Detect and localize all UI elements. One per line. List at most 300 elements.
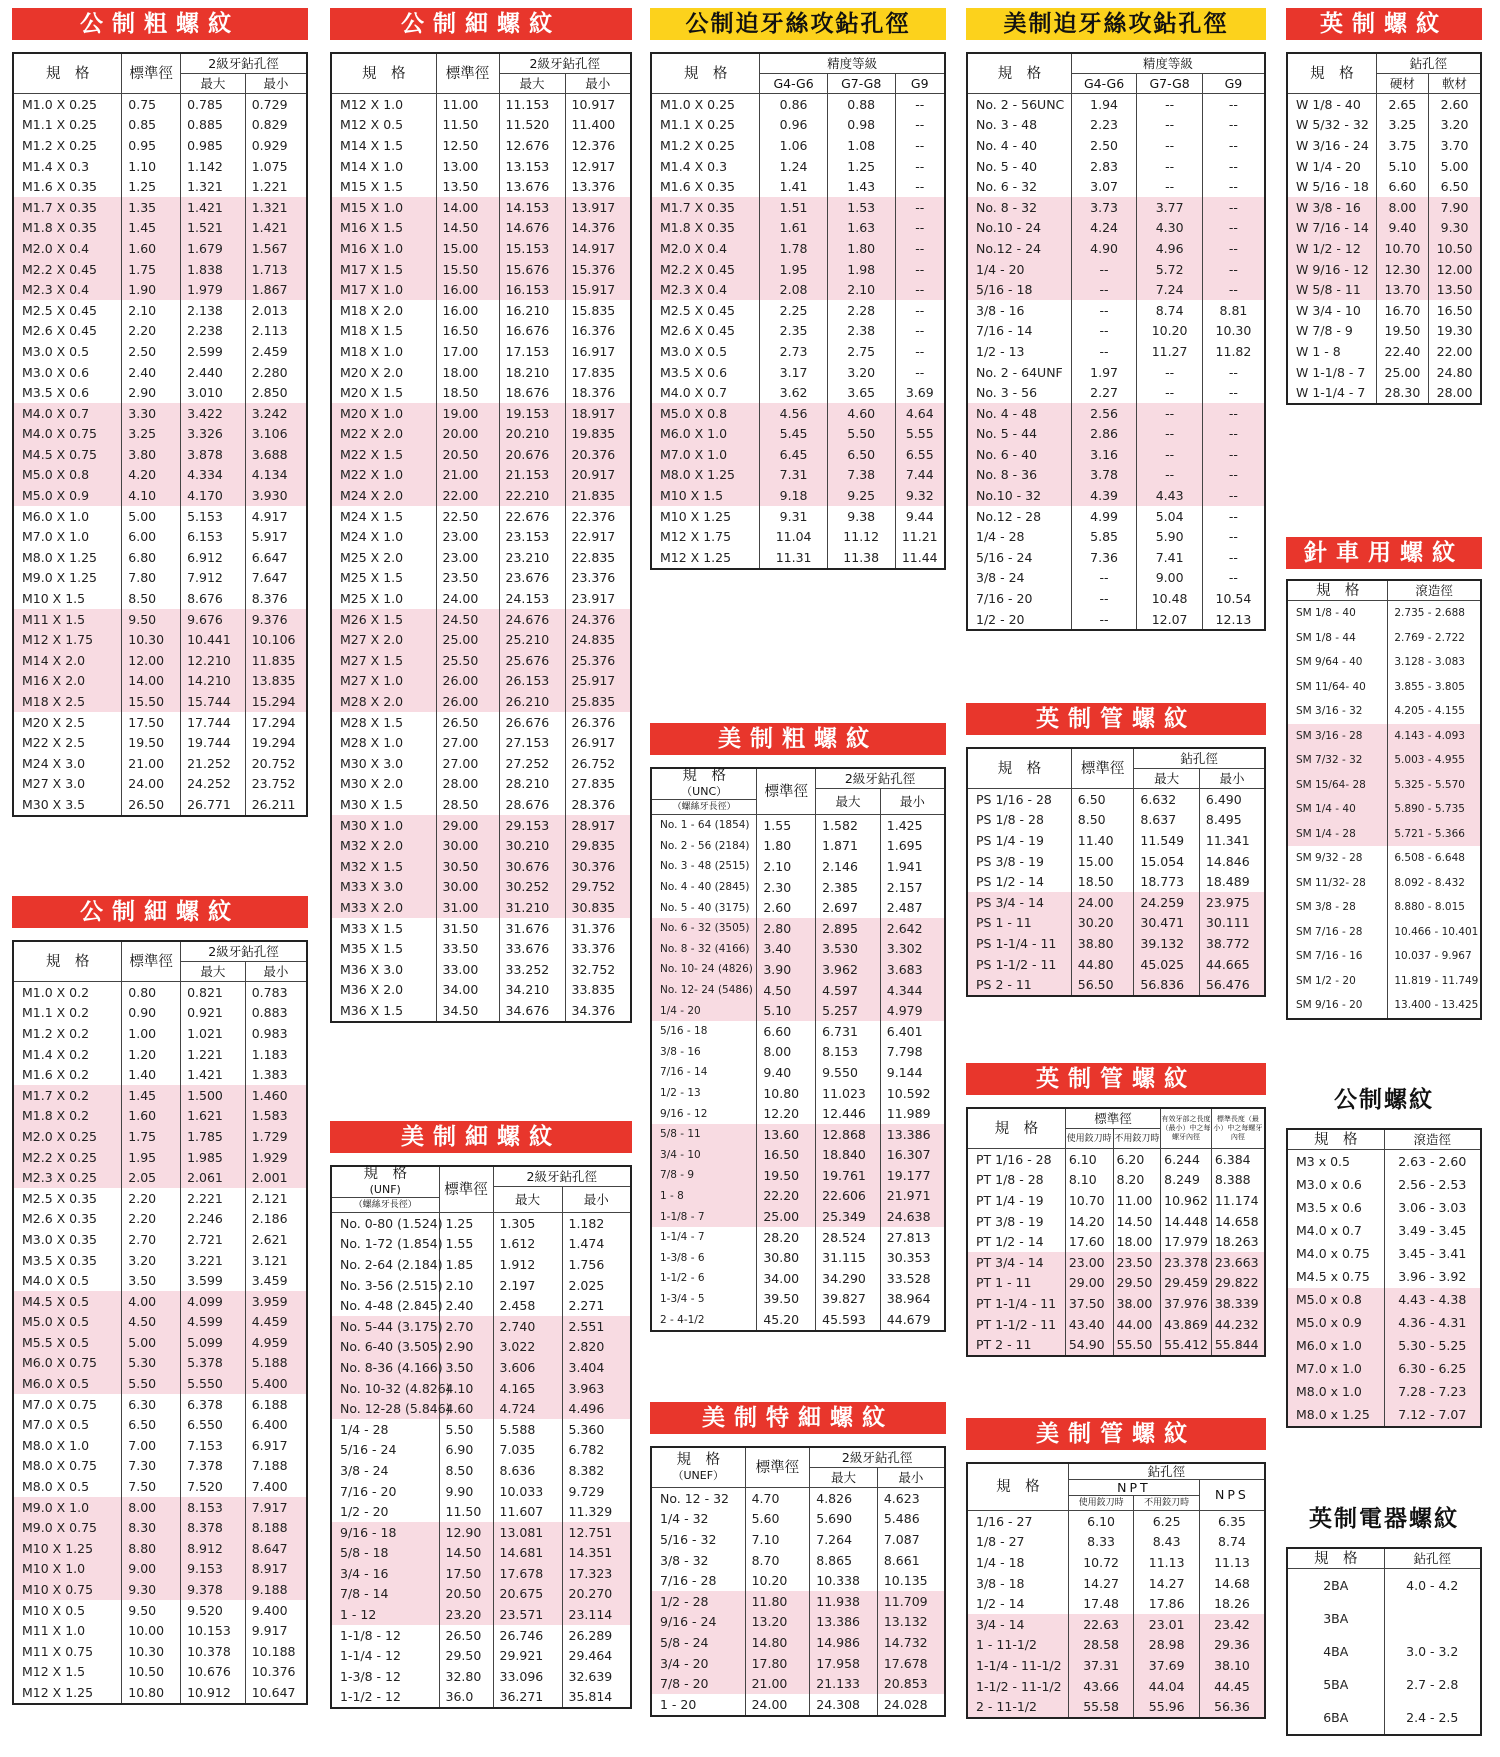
- row-value: 38.10: [1199, 1655, 1265, 1676]
- row-value: 30.676: [499, 856, 565, 877]
- us-extra-fine-panel: [650, 1402, 946, 1717]
- row-value: 23.975: [1199, 892, 1265, 913]
- table-row: [651, 1206, 945, 1227]
- row-value: 34.290: [816, 1268, 881, 1289]
- row-value: 15.50: [122, 691, 181, 712]
- row-value: 22.00: [436, 485, 499, 506]
- row-value: 28.20: [757, 1227, 816, 1248]
- table-row: [1287, 650, 1481, 675]
- row-value: 6.35: [1199, 1511, 1265, 1532]
- row-spec: 1/2 - 14: [976, 1596, 1025, 1612]
- row-value: 30.471: [1134, 913, 1200, 934]
- row-value: 7.30: [122, 1456, 181, 1477]
- row-value: --: [1202, 568, 1265, 589]
- table-row: [13, 1064, 307, 1085]
- row-spec: 3/8 - 18: [976, 1575, 1025, 1591]
- row-value: 37.50: [1065, 1293, 1113, 1314]
- table-row: [331, 1460, 631, 1481]
- row-value: 6.244: [1161, 1149, 1212, 1170]
- row-value: 26.752: [565, 753, 631, 774]
- row-value: 7.087: [877, 1529, 945, 1550]
- row-value: 1.785: [181, 1126, 246, 1147]
- row-value: 12.446: [816, 1103, 881, 1124]
- row-value: 15.917: [565, 279, 631, 300]
- metric-roll-panel: [1286, 1084, 1482, 1428]
- row-value: 15.054: [1134, 851, 1200, 872]
- table-row: [967, 1314, 1265, 1335]
- row-value: 22.00: [1429, 341, 1481, 362]
- row-value: 29.153: [499, 815, 565, 836]
- row-spec: M1.8 X 0.35: [13, 218, 122, 239]
- row-value: 28.00: [1429, 382, 1481, 404]
- row-spec: W 5/8 - 11: [1287, 279, 1376, 300]
- row-value: 1.221: [245, 176, 307, 197]
- row-value: 10.376: [245, 1662, 307, 1683]
- row-value: 5.04: [1137, 506, 1203, 527]
- row-value: 26.153: [499, 671, 565, 692]
- row-spec: M14 X 2.0: [13, 650, 122, 671]
- row-spec: M1.0 X 0.25: [660, 96, 736, 112]
- row-value: 0.929: [245, 135, 307, 156]
- row-value: 3.0 - 3.2: [1384, 1635, 1481, 1668]
- row-spec: M8.0 X 1.25: [22, 549, 98, 565]
- row-value: 20.917: [565, 465, 631, 486]
- table-row: [331, 1295, 631, 1316]
- row-value: 4.10: [439, 1378, 493, 1399]
- row-value: 16.153: [499, 279, 565, 300]
- table-row: [331, 1234, 631, 1255]
- table-row: [1287, 1569, 1481, 1603]
- row-value: 16.376: [565, 321, 631, 342]
- row-spec: M27 X 2.0: [331, 629, 436, 650]
- row-value: 1.41: [760, 176, 828, 197]
- col-max: 最大: [810, 1468, 878, 1488]
- table-row: [13, 465, 307, 486]
- row-value: 9.90: [439, 1481, 493, 1502]
- table-row: [967, 1593, 1265, 1614]
- row-spec: PS 1/4 - 19: [976, 832, 1044, 848]
- table-row: [651, 1612, 945, 1633]
- row-value: 33.376: [565, 938, 631, 959]
- row-value: 23.752: [245, 774, 307, 795]
- table-row: [13, 1497, 307, 1518]
- table-row: [331, 1584, 631, 1605]
- row-value: 2.740: [493, 1316, 562, 1337]
- metric-fine-1-table: [12, 940, 308, 1705]
- table-row: [651, 1289, 945, 1310]
- row-value: 2.63 - 2.60: [1384, 1150, 1481, 1174]
- row-value: 20.50: [436, 444, 499, 465]
- row-value: 6.30 - 6.25: [1384, 1357, 1481, 1380]
- table-row: [13, 218, 307, 239]
- table-row: [1287, 1219, 1481, 1242]
- row-spec: 3/4 - 10: [651, 1145, 757, 1166]
- table-row: [1287, 944, 1481, 969]
- row-value: 4.43 - 4.38: [1384, 1288, 1481, 1311]
- row-spec: 1 - 12: [331, 1604, 439, 1625]
- row-value: 10.30: [1202, 321, 1265, 342]
- row-value: 17.50: [122, 712, 181, 733]
- row-spec: M2.3 X 0.4: [13, 279, 122, 300]
- row-spec: No.10 - 24: [967, 218, 1071, 239]
- row-spec: M9.0 X 0.75: [13, 1517, 122, 1538]
- row-value: 2.440: [181, 362, 246, 383]
- row-value: 2.50: [1071, 135, 1137, 156]
- row-spec: 1-1/4 - 11-1/2: [967, 1655, 1068, 1676]
- table-row: [967, 1573, 1265, 1594]
- table-row: [13, 629, 307, 650]
- col-max: 最大: [181, 74, 246, 94]
- table-row: [331, 321, 631, 342]
- row-spec: 1/4 - 20: [967, 259, 1071, 280]
- table-row: [1287, 724, 1481, 749]
- row-value: 21.835: [565, 485, 631, 506]
- row-spec: PS 1/16 - 28: [976, 791, 1052, 807]
- row-value: 4.60: [827, 403, 895, 424]
- col-drill2: 2級牙鉆孔徑: [499, 53, 631, 74]
- row-spec: PT 1 - 11: [967, 1273, 1065, 1294]
- row-value: 3.25: [1376, 115, 1428, 136]
- row-value: --: [895, 218, 945, 239]
- table-row: [651, 1062, 945, 1083]
- row-value: 14.732: [877, 1632, 945, 1653]
- row-value: 11.400: [565, 115, 631, 136]
- table-row: [13, 794, 307, 816]
- table-row: [13, 1414, 307, 1435]
- row-value: 17.86: [1134, 1593, 1200, 1614]
- row-value: 14.986: [810, 1632, 878, 1653]
- col-precision: 精度等級: [760, 53, 945, 74]
- row-value: 33.252: [499, 959, 565, 980]
- row-spec: M2.2 X 0.25: [13, 1147, 122, 1168]
- table-row: [331, 341, 631, 362]
- row-value: 6.50: [122, 1414, 181, 1435]
- row-value: 1.521: [181, 218, 246, 239]
- row-value: 14.676: [499, 218, 565, 239]
- col-drill2: 2級牙鉆孔徑: [181, 941, 307, 962]
- table-row: [967, 830, 1265, 851]
- table-row: [651, 1632, 945, 1653]
- table-row: [331, 753, 631, 774]
- row-value: 2.458: [493, 1295, 562, 1316]
- row-value: 8.647: [245, 1538, 307, 1559]
- row-value: 3.878: [181, 444, 246, 465]
- row-value: 4.36 - 4.31: [1384, 1311, 1481, 1334]
- table-row: [967, 506, 1265, 527]
- row-value: 8.865: [810, 1550, 878, 1571]
- row-spec: M30 X 3.0: [340, 755, 404, 771]
- pipe-pt-panel: [966, 1063, 1266, 1357]
- row-value: 12.00: [1429, 259, 1481, 280]
- row-value: 13.132: [877, 1612, 945, 1633]
- row-value: 10.378: [181, 1641, 246, 1662]
- row-value: 14.50: [439, 1543, 493, 1564]
- row-value: 1.90: [122, 279, 181, 300]
- row-value: 5.917: [245, 526, 307, 547]
- row-value: 8.00: [757, 1042, 816, 1063]
- row-value: 1.06: [760, 135, 828, 156]
- table-row: [967, 1190, 1265, 1211]
- row-spec: M7.0 X 1.0: [22, 529, 90, 545]
- row-spec: SM 9/32 - 28: [1296, 852, 1363, 865]
- row-value: 4.10: [122, 485, 181, 506]
- row-value: 7.400: [245, 1476, 307, 1497]
- table-row: [331, 980, 631, 1001]
- row-value: 16.00: [436, 300, 499, 321]
- row-value: 8.382: [562, 1460, 631, 1481]
- row-value: 0.985: [181, 135, 246, 156]
- row-value: --: [1071, 259, 1137, 280]
- row-value: 7.647: [245, 568, 307, 589]
- row-value: 4.979: [880, 1000, 945, 1021]
- row-value: 19.294: [245, 732, 307, 753]
- row-spec: M1.0 X 0.2: [22, 984, 90, 1000]
- table-row: [967, 933, 1265, 954]
- row-spec: W 7/8 - 9: [1296, 323, 1353, 339]
- row-spec: M14 X 1.5: [340, 137, 404, 153]
- row-spec: 1/16 - 27: [976, 1513, 1033, 1529]
- row-value: 33.835: [565, 980, 631, 1001]
- row-spec: No. 8 - 32: [967, 197, 1071, 218]
- col-precision: 精度等級: [1071, 53, 1265, 74]
- table-row: [331, 1666, 631, 1687]
- table-row: [651, 341, 945, 362]
- row-value: 10.647: [245, 1682, 307, 1704]
- row-value: 1.97: [1071, 362, 1137, 383]
- row-spec: M1.7 X 0.35: [651, 197, 760, 218]
- row-value: 9.550: [816, 1062, 881, 1083]
- row-spec: M2.5 X 0.45: [660, 302, 736, 318]
- row-spec: 1/4 - 32: [660, 1511, 709, 1527]
- row-value: 55.96: [1134, 1696, 1200, 1718]
- row-value: 1.55: [757, 815, 816, 836]
- row-value: 0.96: [760, 115, 828, 136]
- row-spec: No.12 - 24: [967, 238, 1071, 259]
- row-value: 7.41: [1137, 547, 1203, 568]
- row-value: 2.113: [245, 321, 307, 342]
- row-value: 4.459: [245, 1312, 307, 1333]
- row-value: 2.80: [757, 918, 816, 939]
- row-value: 12.90: [439, 1522, 493, 1543]
- row-value: 55.412: [1161, 1334, 1212, 1356]
- row-value: --: [1137, 94, 1203, 115]
- row-value: 3.25: [122, 424, 181, 445]
- row-value: 55.50: [1113, 1334, 1161, 1356]
- row-value: 31.50: [436, 918, 499, 939]
- col-drill2: 2級牙鉆孔徑: [181, 53, 307, 74]
- row-value: 26.746: [493, 1625, 562, 1646]
- row-value: 12.13: [1202, 609, 1265, 631]
- row-value: 17.294: [245, 712, 307, 733]
- row-spec: 7/16 - 14: [976, 323, 1033, 339]
- row-value: 38.339: [1211, 1293, 1265, 1314]
- row-spec: M7.0 X 0.5: [22, 1417, 90, 1433]
- row-spec: M18 X 1.0: [340, 343, 404, 359]
- table-row: [331, 94, 631, 115]
- row-value: 23.50: [1113, 1252, 1161, 1273]
- row-spec: M16 X 2.0: [13, 671, 122, 692]
- row-value: 30.353: [880, 1247, 945, 1268]
- row-value: 38.964: [880, 1289, 945, 1310]
- row-spec: 3/8 - 16: [660, 1045, 701, 1058]
- table-row: [13, 1044, 307, 1065]
- table-row: [967, 789, 1265, 810]
- row-value: 3.90: [757, 959, 816, 980]
- table-row: [13, 1167, 307, 1188]
- row-value: 17.323: [562, 1563, 631, 1584]
- row-value: 13.386: [880, 1124, 945, 1145]
- row-spec: 1-3/8 - 12: [340, 1668, 401, 1684]
- row-value: 28.524: [816, 1227, 881, 1248]
- row-spec: M22 X 1.5: [331, 444, 436, 465]
- table-row: [13, 609, 307, 630]
- row-value: --: [1202, 403, 1265, 424]
- table-row: [651, 176, 945, 197]
- row-value: --: [1137, 444, 1203, 465]
- col-max: 最大: [816, 789, 881, 815]
- row-value: 2.146: [816, 856, 881, 877]
- table-row: [13, 382, 307, 403]
- row-value: 32.752: [565, 959, 631, 980]
- row-value: 31.210: [499, 897, 565, 918]
- row-value: 2.50: [122, 341, 181, 362]
- row-spec: M6.0 X 1.0: [651, 424, 760, 445]
- row-value: 0.885: [181, 115, 246, 136]
- col-spec: 規 格 (UNF): [331, 1166, 439, 1198]
- table-row: [651, 897, 945, 918]
- row-spec: PS 1/2 - 14: [976, 874, 1044, 890]
- col-standard-inner: 標準長度（最小）中之每螺牙內徑: [1211, 1108, 1265, 1149]
- row-value: 6.80: [122, 547, 181, 568]
- row-spec: W 5/16 - 18: [1296, 179, 1369, 195]
- row-value: 6.30: [122, 1394, 181, 1415]
- row-value: 6.153: [181, 526, 246, 547]
- row-spec: 3/8 - 24: [340, 1462, 389, 1478]
- table-row: [13, 115, 307, 136]
- whitworth-panel: [1286, 8, 1482, 405]
- row-spec: M28 X 1.5: [340, 714, 404, 730]
- table-row: [13, 485, 307, 506]
- row-value: --: [1202, 526, 1265, 547]
- row-value: 2.238: [181, 321, 246, 342]
- row-value: 44.679: [880, 1309, 945, 1331]
- row-spec: M10 X 1.5: [22, 591, 86, 607]
- row-spec: 3/4 - 16: [331, 1563, 439, 1584]
- table-row: [1287, 1173, 1481, 1196]
- table-row: [13, 1600, 307, 1621]
- table-row: [13, 1312, 307, 1333]
- row-value: 8.917: [245, 1559, 307, 1580]
- col-min: 最小: [562, 1187, 631, 1213]
- row-value: 3.77: [1137, 197, 1203, 218]
- row-value: 14.00: [122, 671, 181, 692]
- table-row: [967, 588, 1265, 609]
- row-value: 4.623: [877, 1488, 945, 1509]
- row-value: 6.50: [1071, 789, 1134, 810]
- table-row: [967, 547, 1265, 568]
- row-value: 2.83: [1071, 156, 1137, 177]
- table-row: [13, 1250, 307, 1271]
- row-value: --: [1202, 279, 1265, 300]
- row-value: 22.676: [499, 506, 565, 527]
- row-value: 56.836: [1134, 974, 1200, 996]
- row-value: 11.00: [1113, 1190, 1161, 1211]
- row-value: 56.476: [1199, 974, 1265, 996]
- row-value: 11.00: [436, 94, 499, 115]
- row-spec: No. 6-40 (3.505): [331, 1337, 439, 1358]
- row-value: 8.20: [1113, 1170, 1161, 1191]
- row-value: 1.838: [181, 259, 246, 280]
- table-row: [967, 259, 1265, 280]
- row-spec: M20 X 2.5: [22, 714, 86, 730]
- row-spec: No. 1 - 64 (1854): [660, 819, 750, 832]
- row-spec: SM 1/4 - 28: [1287, 822, 1388, 847]
- row-value: 2.599: [181, 341, 246, 362]
- row-spec: M4.5 X 0.75: [13, 444, 122, 465]
- col-hard: 硬材: [1376, 74, 1428, 94]
- row-spec: M18 X 2.5: [13, 691, 122, 712]
- row-value: 0.85: [122, 115, 181, 136]
- row-value: 1.583: [245, 1106, 307, 1127]
- row-value: 23.676: [499, 568, 565, 589]
- row-spec: M4.0 x 0.7: [1296, 1223, 1362, 1238]
- row-value: 4.599: [181, 1312, 246, 1333]
- row-value: 0.95: [122, 135, 181, 156]
- table-row: [13, 650, 307, 671]
- row-value: 20.210: [499, 424, 565, 445]
- row-value: 15.835: [565, 300, 631, 321]
- row-spec: M3.5 X 0.6: [660, 364, 728, 380]
- row-spec: 7/8 - 20: [651, 1673, 745, 1694]
- table-row: [331, 629, 631, 650]
- row-value: 2.820: [562, 1337, 631, 1358]
- row-value: 5.50: [122, 1373, 181, 1394]
- row-value: --: [1202, 135, 1265, 156]
- table-row: [13, 1332, 307, 1353]
- table-row: [651, 506, 945, 527]
- row-value: 9.50: [122, 1600, 181, 1621]
- table-row: [13, 135, 307, 156]
- table-row: [967, 1149, 1265, 1170]
- row-value: 30.80: [757, 1247, 816, 1268]
- row-spec: M10 X 1.25: [660, 508, 732, 524]
- col-spec: 規 格 （UNC）: [651, 768, 757, 800]
- row-value: 36.0: [439, 1687, 493, 1709]
- row-spec: 7/16 - 20: [340, 1483, 397, 1499]
- table-row: [331, 424, 631, 445]
- row-value: 18.676: [499, 382, 565, 403]
- table-row: [1287, 362, 1481, 383]
- row-value: 5.550: [181, 1373, 246, 1394]
- metric-roll-title: 公制螺紋: [1334, 1087, 1434, 1113]
- table-row: [651, 1103, 945, 1124]
- table-row: [967, 954, 1265, 975]
- table-row: [13, 1476, 307, 1497]
- row-value: 24.638: [880, 1206, 945, 1227]
- row-spec: M5.0 x 0.8: [1287, 1288, 1384, 1311]
- table-row: [651, 1570, 945, 1591]
- row-value: 11.341: [1199, 830, 1265, 851]
- row-value: 16.210: [499, 300, 565, 321]
- row-value: 1.621: [181, 1106, 246, 1127]
- row-spec: M35 X 1.5: [340, 941, 404, 957]
- row-value: 13.50: [1429, 279, 1481, 300]
- row-value: 3.683: [880, 959, 945, 980]
- row-value: 24.028: [877, 1694, 945, 1716]
- row-value: 12.50: [436, 135, 499, 156]
- row-value: 3.459: [245, 1270, 307, 1291]
- row-value: --: [1137, 362, 1203, 383]
